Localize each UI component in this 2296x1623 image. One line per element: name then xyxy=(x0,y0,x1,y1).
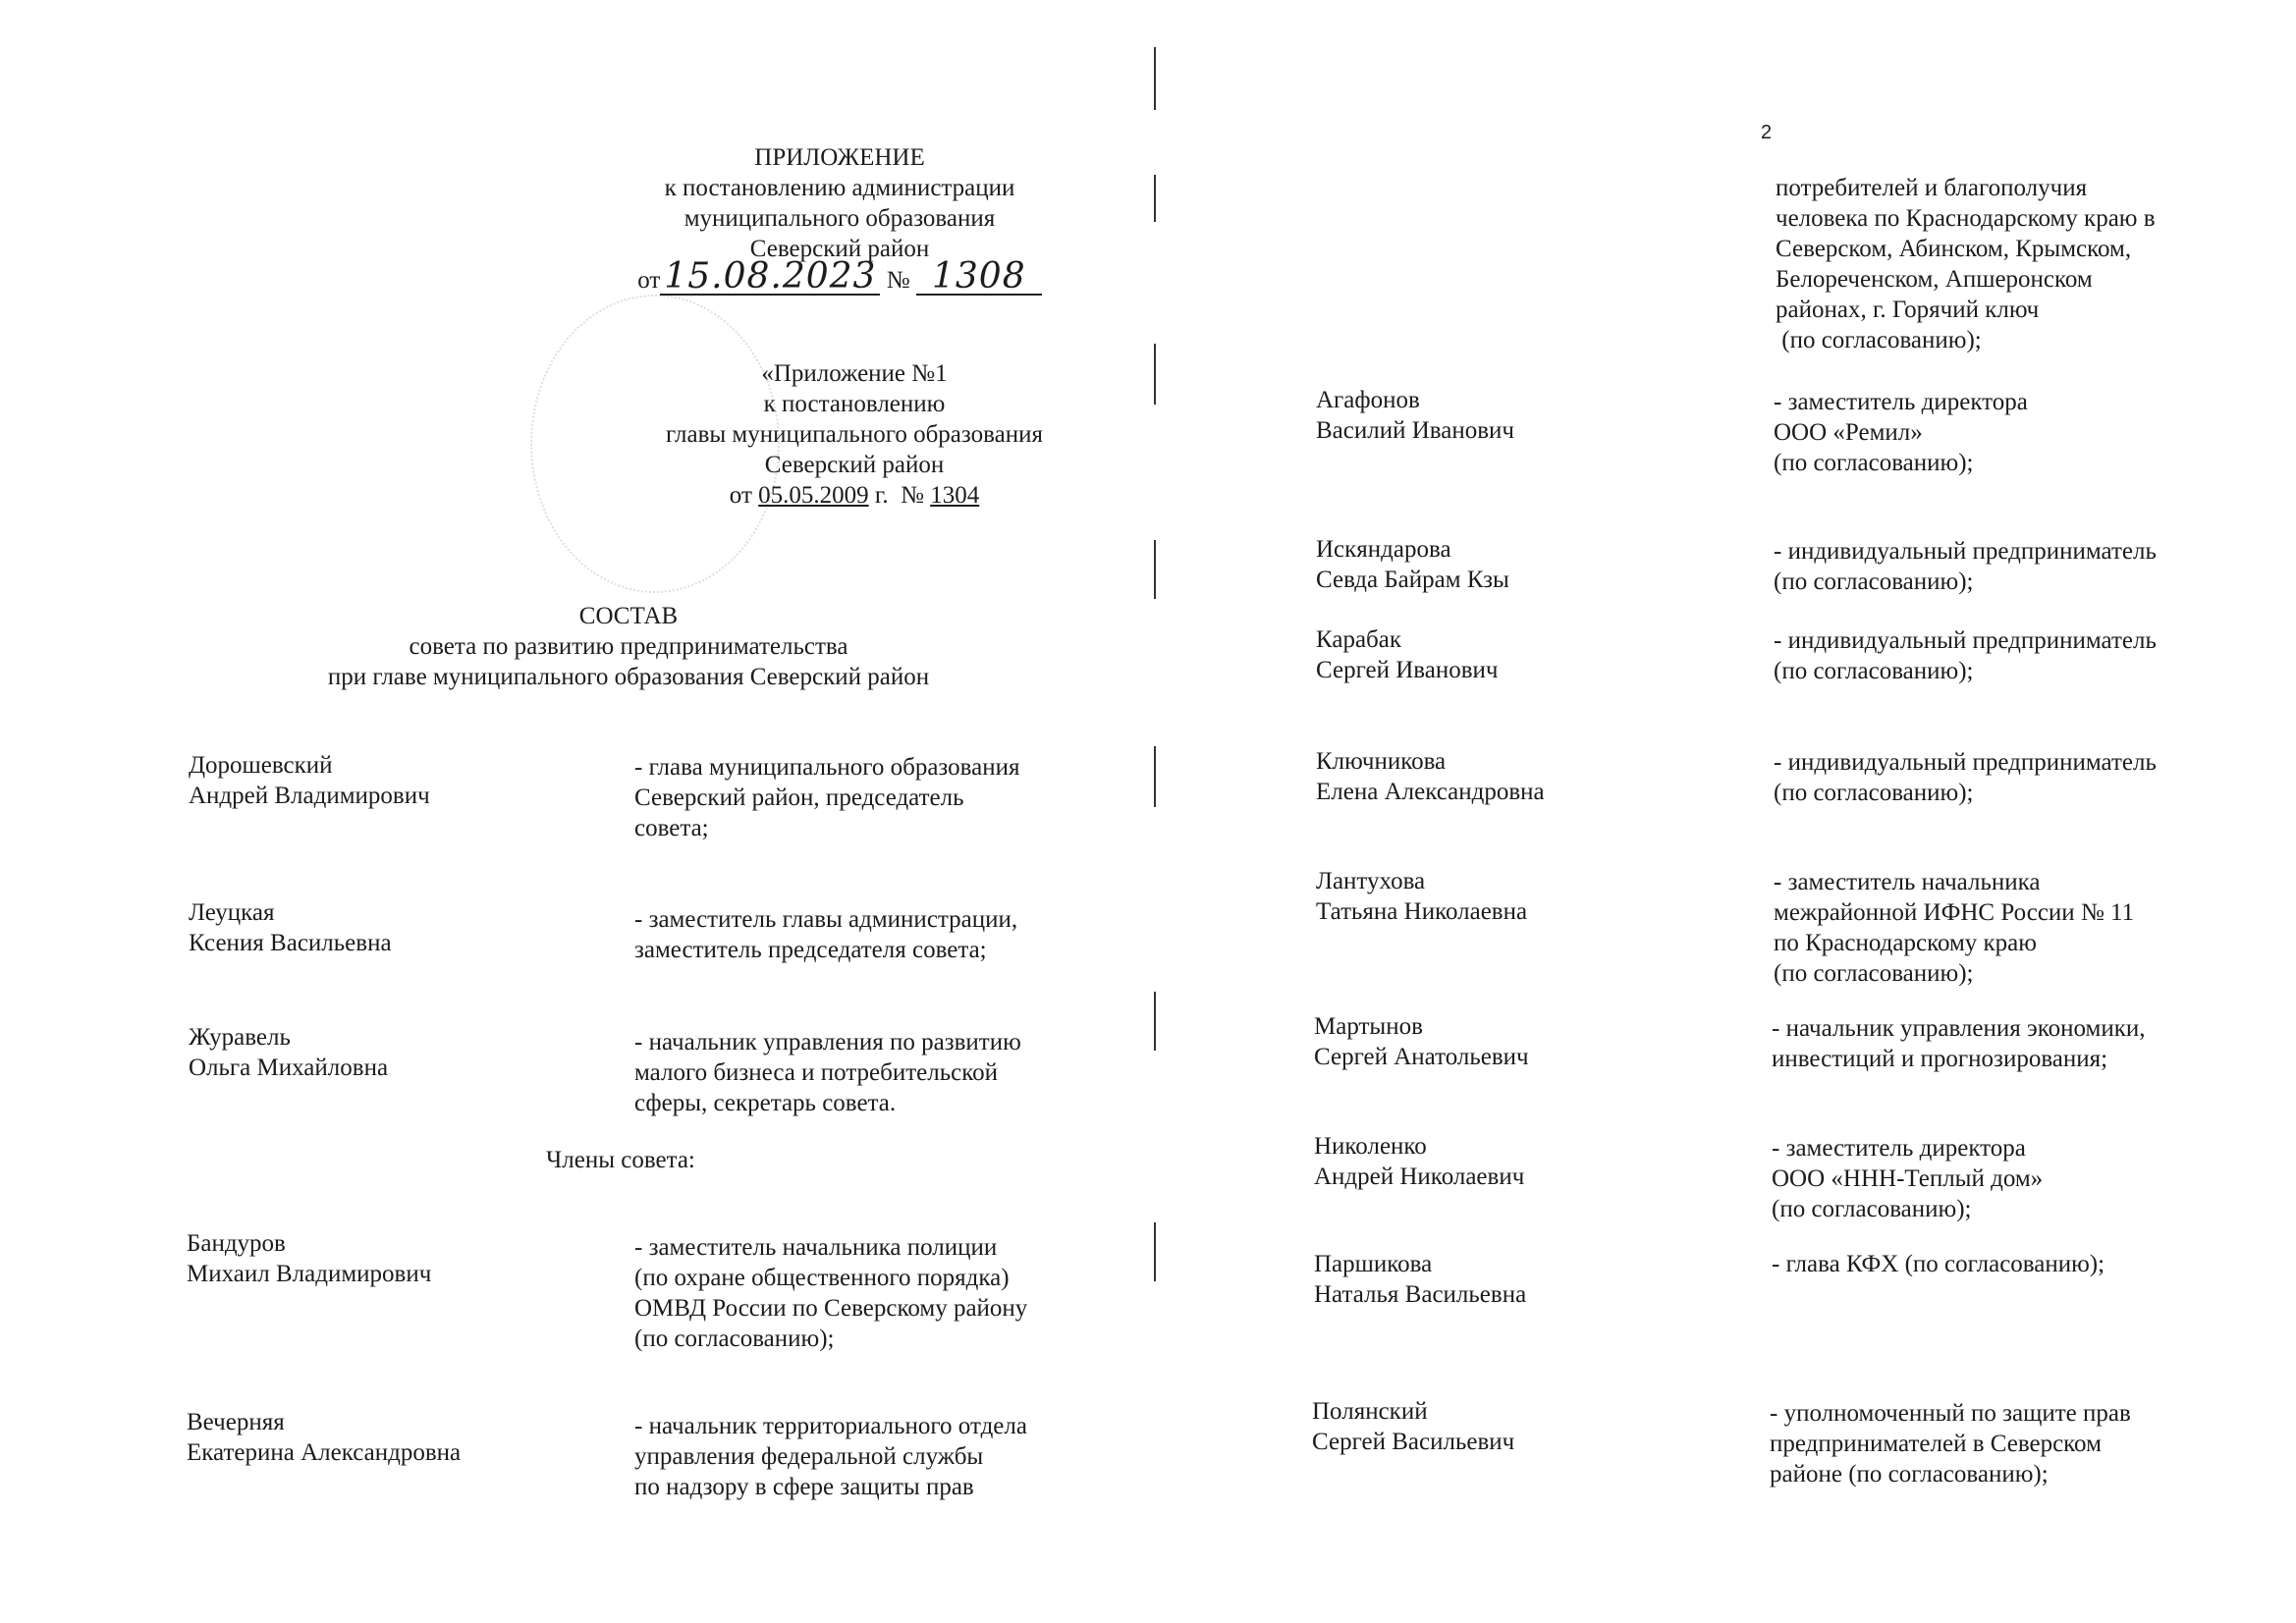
handwritten-number: 1308 xyxy=(916,260,1042,296)
member-role: - заместитель начальника межрайонной ИФНС России № 11 по Краснодарскому краю (по согласованию); xyxy=(1774,869,2135,987)
composition-block xyxy=(226,601,1031,692)
member-role: - начальник управления по развитию малого бизнеса и потребительской сферы, секретарь совета. xyxy=(634,1029,1021,1116)
member-role: - глава муниципального образования Северский район, председатель совета; xyxy=(634,754,1020,841)
member-name: Леуцкая Ксения Васильевна xyxy=(189,899,392,956)
header-date-line xyxy=(560,256,1120,297)
member-role: - заместитель директора ООО «ННН-Теплый дом» (по согласованию); xyxy=(1772,1135,2044,1222)
header-title: ПРИЛОЖЕНИЕ xyxy=(754,144,925,171)
appendix-line: «Приложение №1 xyxy=(761,360,948,387)
composition-line: при главе муниципального образования Северский район xyxy=(327,664,930,690)
page-divider xyxy=(1154,992,1156,1051)
members-heading: Члены совета: xyxy=(546,1147,695,1173)
page-divider xyxy=(1154,175,1156,222)
member-name: Полянский Сергей Васильевич xyxy=(1312,1398,1515,1455)
member-name: Искяндарова Севда Байрам Кзы xyxy=(1316,536,1509,593)
header-line: к постановлению администрации xyxy=(664,175,1015,201)
page-divider xyxy=(1154,1222,1156,1281)
member-name: Дорошевский Андрей Владимирович xyxy=(189,752,430,809)
member-name: Мартынов Сергей Анатольевич xyxy=(1314,1013,1529,1070)
member-role: - индивидуальный предприниматель (по согласованию); xyxy=(1774,627,2157,684)
handwritten-date: 15.08.2023 xyxy=(660,260,880,296)
page-divider xyxy=(1154,344,1156,405)
page-number: 2 xyxy=(1761,122,1773,143)
member-name: Николенко Андрей Николаевич xyxy=(1314,1133,1525,1190)
member-name: Агафонов Василий Иванович xyxy=(1316,387,1514,444)
member-role: - начальник управления экономики, инвестиций и прогнозирования; xyxy=(1772,1015,2146,1072)
member-name: Лантухова Татьяна Николаевна xyxy=(1316,868,1528,925)
number-sign: № xyxy=(886,267,910,294)
header-block xyxy=(560,142,1120,296)
member-role: - заместитель начальника полиции (по охране общественного порядка) ОМВД России по Северскому району (по согласованию); xyxy=(634,1234,1028,1352)
member-name: Бандуров Михаил Владимирович xyxy=(187,1230,432,1287)
page-divider xyxy=(1154,47,1156,110)
member-name: Вечерняя Екатерина Александровна xyxy=(187,1409,462,1466)
appendix-line: к постановлению xyxy=(763,391,946,417)
appendix-block xyxy=(589,358,1120,511)
member-role: - глава КФХ (по согласованию); xyxy=(1772,1251,2105,1277)
appendix-date: 05.05.2009 xyxy=(758,482,869,509)
appendix-line: Северский район xyxy=(764,452,945,478)
member-name: Журавель Ольга Михайловна xyxy=(189,1024,389,1081)
appendix-line: главы муниципального образования xyxy=(666,421,1043,448)
header-line: муниципального образования xyxy=(683,205,996,232)
member-role: - индивидуальный предприниматель (по согласованию); xyxy=(1774,749,2157,806)
composition-line: совета по развитию предпринимательства xyxy=(409,633,848,660)
member-name: Ключникова Елена Александровна xyxy=(1316,748,1545,805)
composition-title: СОСТАВ xyxy=(578,603,679,629)
header-line: Северский район xyxy=(749,236,930,262)
page-divider xyxy=(1154,746,1156,807)
continuation-text: потребителей и благополучия человека по Краснодарскому краю в Северском, Абинском, Крымском, Белореченском, Апшеронском районах, г. Горячий ключ (по согласованию); xyxy=(1776,175,2156,353)
member-name: Карабак Сергей Иванович xyxy=(1316,626,1499,683)
member-role: - заместитель директора ООО «Ремил» (по согласованию); xyxy=(1774,389,2028,476)
member-role: - начальник территориального отдела управления федеральной службы по надзору в сфере защиты прав xyxy=(634,1413,1027,1500)
member-role: - заместитель главы администрации, заместитель председателя совета; xyxy=(634,906,1018,963)
member-name: Паршикова Наталья Васильевна xyxy=(1314,1251,1527,1308)
appendix-date-line: от 05.05.2009 г. № 1304 xyxy=(729,482,980,509)
member-role: - уполномоченный по защите прав предпринимателей в Северском районе (по согласованию); xyxy=(1770,1400,2131,1488)
page-divider xyxy=(1154,540,1156,599)
appendix-number: 1304 xyxy=(930,482,980,509)
date-prefix: от xyxy=(637,267,661,294)
member-role: - индивидуальный предприниматель (по согласованию); xyxy=(1774,538,2157,595)
